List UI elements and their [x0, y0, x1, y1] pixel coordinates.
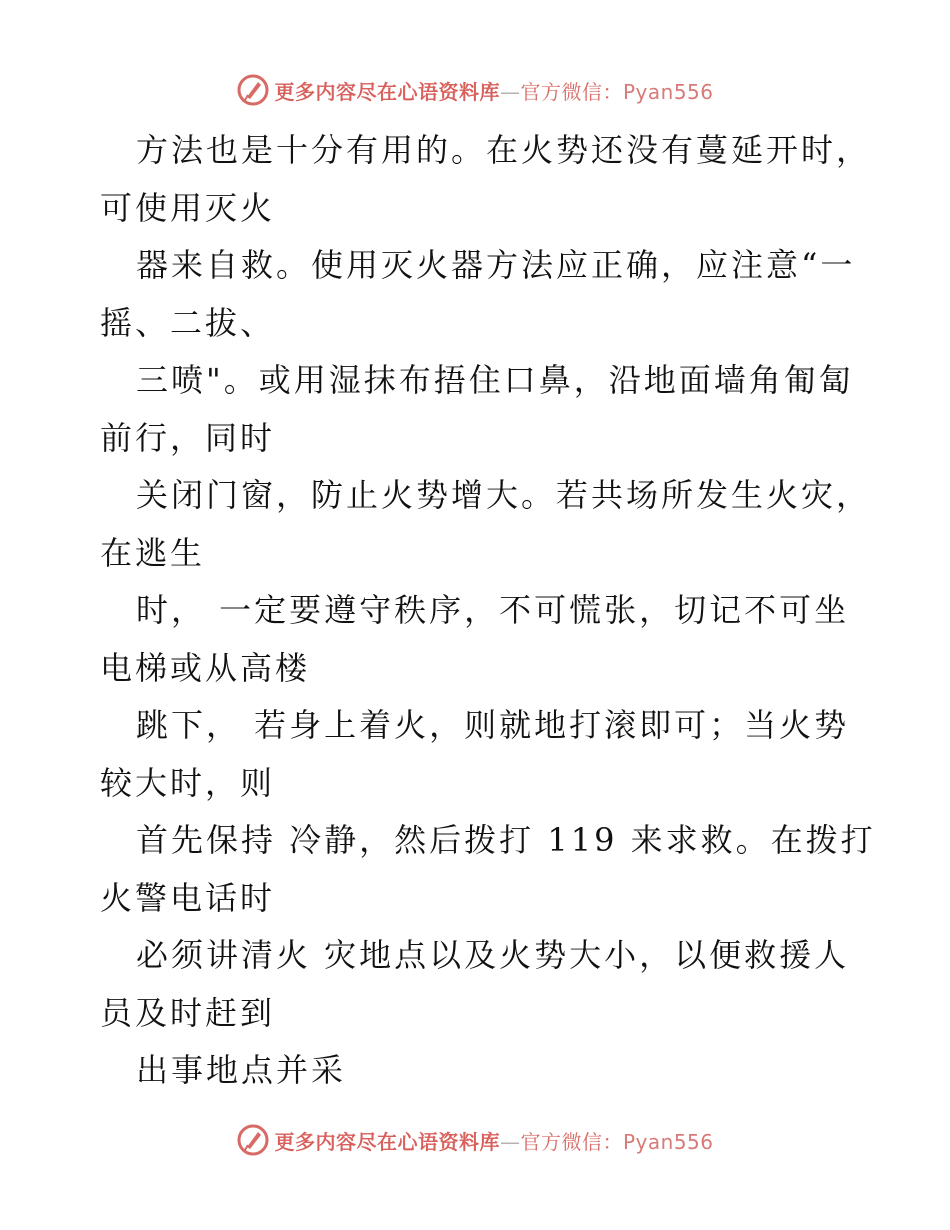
text-line: 可使用灭火 [100, 188, 276, 227]
text-line: 方法也是十分有用的。在火势还没有蔓延开时， [136, 131, 872, 169]
text-line: 时， 一定要遵守秩序，不可慌张，切记不可坐 [136, 591, 850, 629]
watermark-label: 官方微信： [520, 1129, 623, 1154]
watermark-separator: — [499, 79, 521, 104]
text-line: 出事地点并采 [136, 1051, 347, 1089]
text-line: 首先保持 冷静，然后拨打 119 来求救。在拨打 [136, 821, 876, 859]
text-line: 员及时赶到 [100, 993, 276, 1032]
text-line: 三喷"。或用湿抹布捂住口鼻，沿地面墙角匍匐 [136, 361, 854, 399]
watermark-text [274, 76, 713, 105]
text-line: 跳下， 若身上着火，则就地打滚即可；当火势 [136, 706, 850, 744]
text-line: 器来自救。使用灭火器方法应正确，应注意“一 [136, 246, 856, 284]
text-line: 在逃生 [100, 533, 206, 572]
quill-logo-icon [236, 1123, 270, 1157]
watermark-site: 更多内容尽在心语资料库 [274, 79, 500, 104]
text-line: 摇、二拔、 [100, 303, 276, 342]
footer-watermark [0, 1120, 950, 1160]
text-line: 电梯或从高楼 [100, 648, 311, 687]
text-line: 关闭门窗，防止火势增大。若共场所发生火灾， [136, 476, 872, 514]
watermark-label: 官方微信： [520, 79, 623, 104]
watermark-text [274, 1126, 713, 1155]
quill-logo-icon [236, 73, 270, 107]
header-watermark [0, 70, 950, 110]
watermark-separator: — [499, 1129, 521, 1154]
document-body [100, 122, 876, 1100]
text-line: 火警电话时 [100, 878, 276, 917]
watermark-id: Pyan556 [622, 1129, 714, 1154]
text-line: 较大时，则 [100, 763, 276, 802]
watermark-id: Pyan556 [622, 79, 714, 104]
text-line: 必须讲清火 灾地点以及火势大小，以便救援人 [136, 936, 850, 974]
text-line: 前行，同时 [100, 418, 276, 457]
watermark-site: 更多内容尽在心语资料库 [274, 1129, 500, 1154]
